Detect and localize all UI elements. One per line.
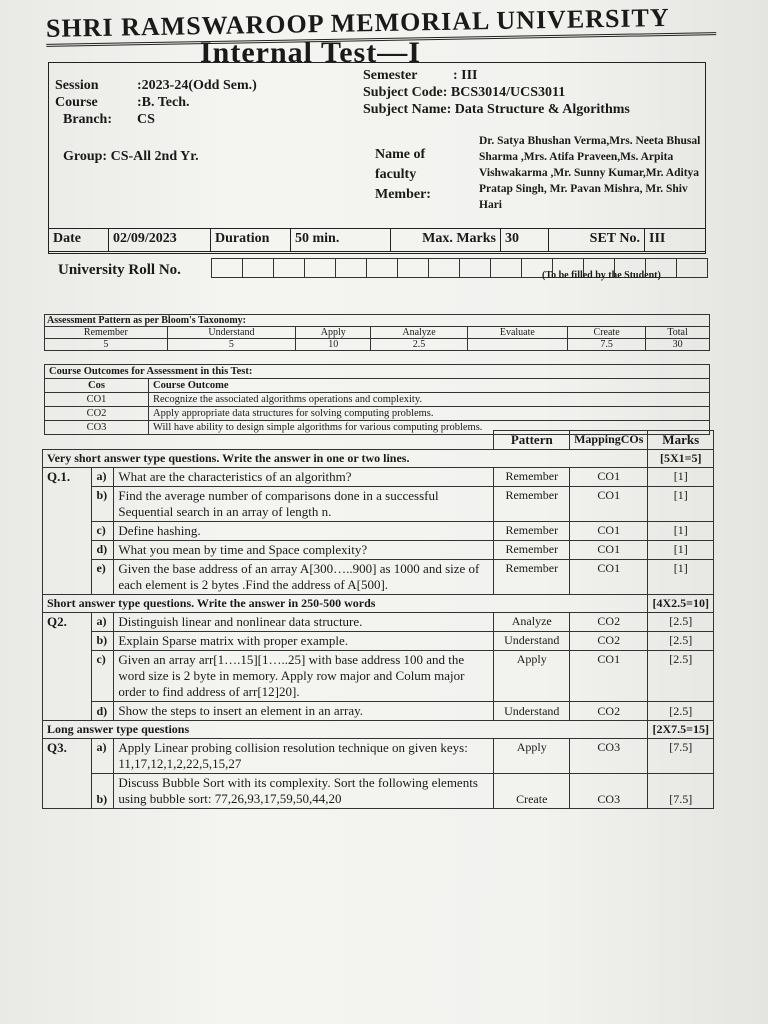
question-co: CO2 [570, 702, 648, 721]
exam-header-box [48, 62, 706, 254]
question-marks: [2.5] [648, 651, 714, 702]
roll-box[interactable] [459, 258, 491, 278]
co-text: Recognize the associated algorithms operations and complexity. [149, 393, 710, 407]
bloom-mark [467, 339, 567, 351]
roll-note: (To be filled by the Student) [542, 270, 661, 281]
roll-box[interactable] [211, 258, 243, 278]
question-part: c) [92, 651, 114, 702]
max-marks-value: 30 [501, 229, 549, 251]
bloom-level: Remember [45, 327, 168, 339]
bloom-level: Create [568, 327, 646, 339]
roll-box[interactable] [428, 258, 460, 278]
co-id: CO1 [45, 393, 149, 407]
question-pattern: Create [494, 774, 570, 809]
university-name: SHRI RAMSWAROOP MEMORIAL UNIVERSITY [46, 2, 716, 47]
co-text: Apply appropriate data structures for solving computing problems. [149, 407, 710, 421]
question-co: CO1 [570, 487, 648, 522]
bloom-level: Apply [296, 327, 371, 339]
question-co: CO1 [570, 651, 648, 702]
question-marks: [7.5] [648, 739, 714, 774]
course-label: Course [55, 95, 98, 110]
pattern-header: Pattern [494, 431, 570, 450]
mapping-header: MappingCOs [570, 431, 648, 450]
roll-box[interactable] [366, 258, 398, 278]
question-co: CO1 [570, 560, 648, 595]
max-marks-label: Max. Marks [391, 229, 501, 251]
question-text: What are the characteristics of an algorithm? [114, 468, 494, 487]
question-text: Given the base address of an array A[300…..900] as 1000 and size of each element is 2 bytes .Find the address of A[500]. [114, 560, 494, 595]
question-text: Show the steps to insert an element in an array. [114, 702, 494, 721]
course-outcomes-table [44, 364, 710, 435]
question-part: a) [92, 468, 114, 487]
semester-value: : III [453, 68, 478, 83]
question-part: a) [92, 739, 114, 774]
semester-label: Semester [363, 68, 418, 83]
question-part: c) [92, 522, 114, 541]
section-title: Long answer type questions [43, 721, 648, 739]
subject-code: Subject Code: BCS3014/UCS3011 [363, 85, 566, 100]
question-pattern: Analyze [494, 613, 570, 632]
bloom-mark: 2.5 [371, 339, 467, 351]
roll-box[interactable] [490, 258, 522, 278]
marks-header: Marks [648, 431, 714, 450]
bloom-mark: 30 [646, 339, 710, 351]
question-pattern: Apply [494, 651, 570, 702]
outcomes-heading: Course Outcomes for Assessment in this Test: [45, 365, 710, 379]
question-marks: [1] [648, 560, 714, 595]
bloom-level: Evaluate [467, 327, 567, 339]
faculty-label: Name of faculty Member: [375, 147, 431, 202]
date-duration-row [48, 228, 706, 252]
bloom-mark: 5 [167, 339, 295, 351]
roll-box[interactable] [335, 258, 367, 278]
question-number: Q.1. [43, 468, 92, 595]
duration-value: 50 min. [291, 229, 391, 251]
subject-name: Subject Name: Data Structure & Algorithms [363, 102, 630, 117]
question-marks: [2.5] [648, 613, 714, 632]
question-text: Explain Sparse matrix with proper example. [114, 632, 494, 651]
question-number: Q2. [43, 613, 92, 721]
session-value: :2023-24(Odd Sem.) [137, 78, 257, 93]
duration-label: Duration [211, 229, 291, 251]
question-number: Q3. [43, 739, 92, 809]
question-pattern: Remember [494, 468, 570, 487]
question-text: Given an array arr[1….15][1…..25] with base address 100 and the word size is 2 byte in memory. Apply row major and Colum major order to find address of arr[12]20]. [114, 651, 494, 702]
bloom-level: Analyze [371, 327, 467, 339]
section-title: Very short answer type questions. Write the answer in one or two lines. [43, 450, 648, 468]
question-pattern: Understand [494, 632, 570, 651]
branch-value: CS [137, 112, 155, 127]
question-marks: [1] [648, 541, 714, 560]
question-co: CO1 [570, 468, 648, 487]
question-marks: [1] [648, 487, 714, 522]
question-part: b) [92, 487, 114, 522]
question-co: CO1 [570, 541, 648, 560]
set-label: SET No. [549, 229, 645, 251]
question-text: What you mean by time and Space complexity? [114, 541, 494, 560]
question-text: Discuss Bubble Sort with its complexity. Sort the following elements using bubble sort: 77,26,93,17,59,50,44,20 [114, 774, 494, 809]
question-marks: [1] [648, 468, 714, 487]
bloom-heading: Assessment Pattern as per Bloom's Taxonomy: [45, 315, 710, 327]
roll-box[interactable] [242, 258, 274, 278]
co-text: Will have ability to design simple algorithms for various computing problems. [149, 421, 710, 435]
co-id: CO2 [45, 407, 149, 421]
question-pattern: Understand [494, 702, 570, 721]
question-part: b) [92, 632, 114, 651]
roll-box[interactable] [304, 258, 336, 278]
roll-box[interactable] [273, 258, 305, 278]
question-pattern: Remember [494, 560, 570, 595]
date-label: Date [49, 229, 109, 251]
question-pattern: Apply [494, 739, 570, 774]
date-value: 02/09/2023 [109, 229, 211, 251]
question-co: CO2 [570, 613, 648, 632]
question-co: CO1 [570, 522, 648, 541]
question-marks: [7.5] [648, 774, 714, 809]
section-marks: [4X2.5=10] [648, 595, 714, 613]
question-marks: [2.5] [648, 632, 714, 651]
question-text: Define hashing. [114, 522, 494, 541]
questions-table [42, 430, 714, 809]
question-pattern: Remember [494, 522, 570, 541]
bloom-mark: 5 [45, 339, 168, 351]
roll-box[interactable] [397, 258, 429, 278]
question-text: Apply Linear probing collision resolution technique on given keys: 11,17,12,1,2,22,5,15,27 [114, 739, 494, 774]
cos-header: Cos [45, 379, 149, 393]
group-label: Group: CS-All 2nd Yr. [63, 149, 199, 164]
faculty-names: Dr. Satya Bhushan Verma,Mrs. Neeta Bhusal Sharma ,Mrs. Atifa Praveen,Ms. Arpita Vishwakarma ,Mr. Sunny Kumar,Mr. Aditya Pratap Singh, Mr. Pavan Mishra, Mr. Shiv Hari [479, 135, 701, 211]
question-part: a) [92, 613, 114, 632]
question-marks: [1] [648, 522, 714, 541]
question-part: b) [92, 774, 114, 809]
co-id: CO3 [45, 421, 149, 435]
question-text: Find the average number of comparisons done in a successful Sequential search in an array of length n. [114, 487, 494, 522]
bloom-level: Understand [167, 327, 295, 339]
page-title: Internal Test—I [200, 36, 421, 69]
outcome-header: Course Outcome [149, 379, 710, 393]
section-marks: [2X7.5=15] [648, 721, 714, 739]
question-co: CO3 [570, 774, 648, 809]
question-co: CO3 [570, 739, 648, 774]
question-part: d) [92, 702, 114, 721]
question-co: CO2 [570, 632, 648, 651]
question-part: e) [92, 560, 114, 595]
roll-label: University Roll No. [58, 262, 181, 278]
section-marks: [5X1=5] [648, 450, 714, 468]
set-value: III [649, 231, 666, 246]
question-pattern: Remember [494, 541, 570, 560]
session-label: Session [55, 78, 99, 93]
branch-label: Branch: [63, 112, 112, 127]
question-part: d) [92, 541, 114, 560]
course-value: :B. Tech. [137, 95, 190, 110]
section-title: Short answer type questions. Write the answer in 250-500 words [43, 595, 648, 613]
roll-box[interactable] [676, 258, 708, 278]
question-pattern: Remember [494, 487, 570, 522]
bloom-level: Total [646, 327, 710, 339]
bloom-mark: 10 [296, 339, 371, 351]
question-text: Distinguish linear and nonlinear data structure. [114, 613, 494, 632]
question-marks: [2.5] [648, 702, 714, 721]
bloom-table [44, 314, 710, 351]
bloom-mark: 7.5 [568, 339, 646, 351]
